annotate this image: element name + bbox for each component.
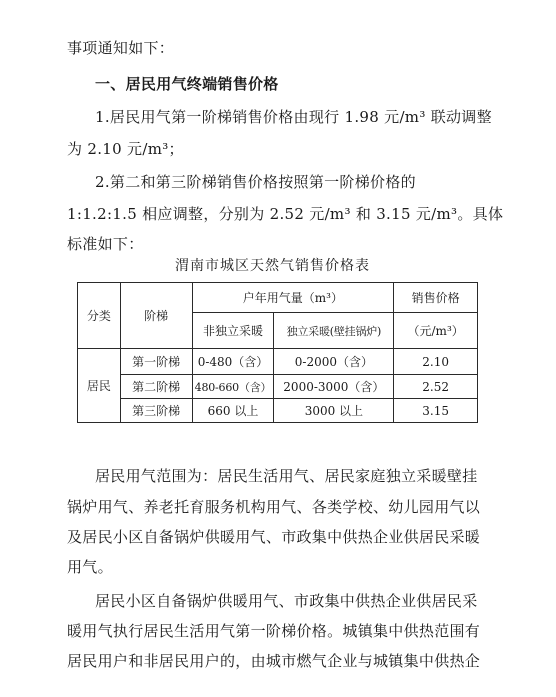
cell-independent: 2000-3000（含） — [274, 375, 394, 399]
paragraph-2-line-3: 标准如下： — [67, 235, 144, 253]
cell-non-independent: 660 以上 — [192, 399, 274, 423]
section-heading: 一、居民用气终端销售价格 — [95, 75, 279, 93]
paragraph-2-line-2: 1:1.2:1.5 相应调整，分别为 2.52 元/m³ 和 3.15 元/m³。具体 — [67, 205, 504, 223]
policy-line-3: 居民用户和非居民用户的，由城市燃气企业与城镇集中供热企 — [67, 652, 481, 670]
table-row — [78, 375, 478, 399]
header-price-unit: （元/m³） — [394, 313, 478, 349]
cell-independent: 3000 以上 — [274, 399, 394, 423]
header-category: 分类 — [78, 283, 121, 349]
cell-independent: 0-2000（含） — [274, 349, 394, 375]
cell-non-independent: 480-660（含） — [192, 375, 274, 399]
header-annual-gas: 户年用气量（m³） — [192, 283, 394, 313]
cell-tier: 第一阶梯 — [120, 349, 192, 375]
table-caption: 渭南市城区天然气销售价格表 — [175, 258, 370, 274]
scope-line-2: 锅炉用气、养老托育服务机构用气、各类学校、幼儿园用气以 — [67, 498, 481, 516]
table-row — [78, 399, 478, 423]
cell-price: 2.10 — [394, 349, 478, 375]
cell-price: 2.52 — [394, 375, 478, 399]
header-non-independent: 非独立采暖 — [192, 313, 274, 349]
header-independent: 独立采暖(壁挂锅炉) — [274, 313, 394, 349]
intro-line: 事项通知如下： — [67, 39, 175, 57]
policy-line-1: 居民小区自备锅炉供暖用气、市政集中供热企业供居民采 — [95, 592, 478, 610]
header-tier: 阶梯 — [120, 283, 192, 349]
cell-category: 居民 — [78, 349, 121, 423]
header-price: 销售价格 — [394, 283, 478, 313]
paragraph-1-line-2: 为 2.10 元/m³； — [67, 140, 184, 158]
table-header-row — [78, 283, 478, 313]
cell-non-independent: 0-480（含） — [192, 349, 274, 375]
cell-price: 3.15 — [394, 399, 478, 423]
cell-tier: 第三阶梯 — [120, 399, 192, 423]
policy-line-2: 暖用气执行居民生活用气第一阶梯价格。城镇集中供热范围有 — [67, 622, 481, 640]
table-row — [78, 349, 478, 375]
scope-line-4: 用气。 — [67, 558, 113, 576]
paragraph-1-line-1: 1.居民用气第一阶梯销售价格由现行 1.98 元/m³ 联动调整 — [95, 108, 492, 126]
cell-tier: 第二阶梯 — [120, 375, 192, 399]
paragraph-2-line-1: 2.第二和第三阶梯销售价格按照第一阶梯价格的 — [95, 173, 416, 191]
price-table — [77, 282, 478, 423]
scope-line-3: 及居民小区自备锅炉供暖用气、市政集中供热企业供居民采暖 — [67, 528, 481, 546]
scope-line-1: 居民用气范围为：居民生活用气、居民家庭独立采暖壁挂 — [95, 467, 478, 485]
